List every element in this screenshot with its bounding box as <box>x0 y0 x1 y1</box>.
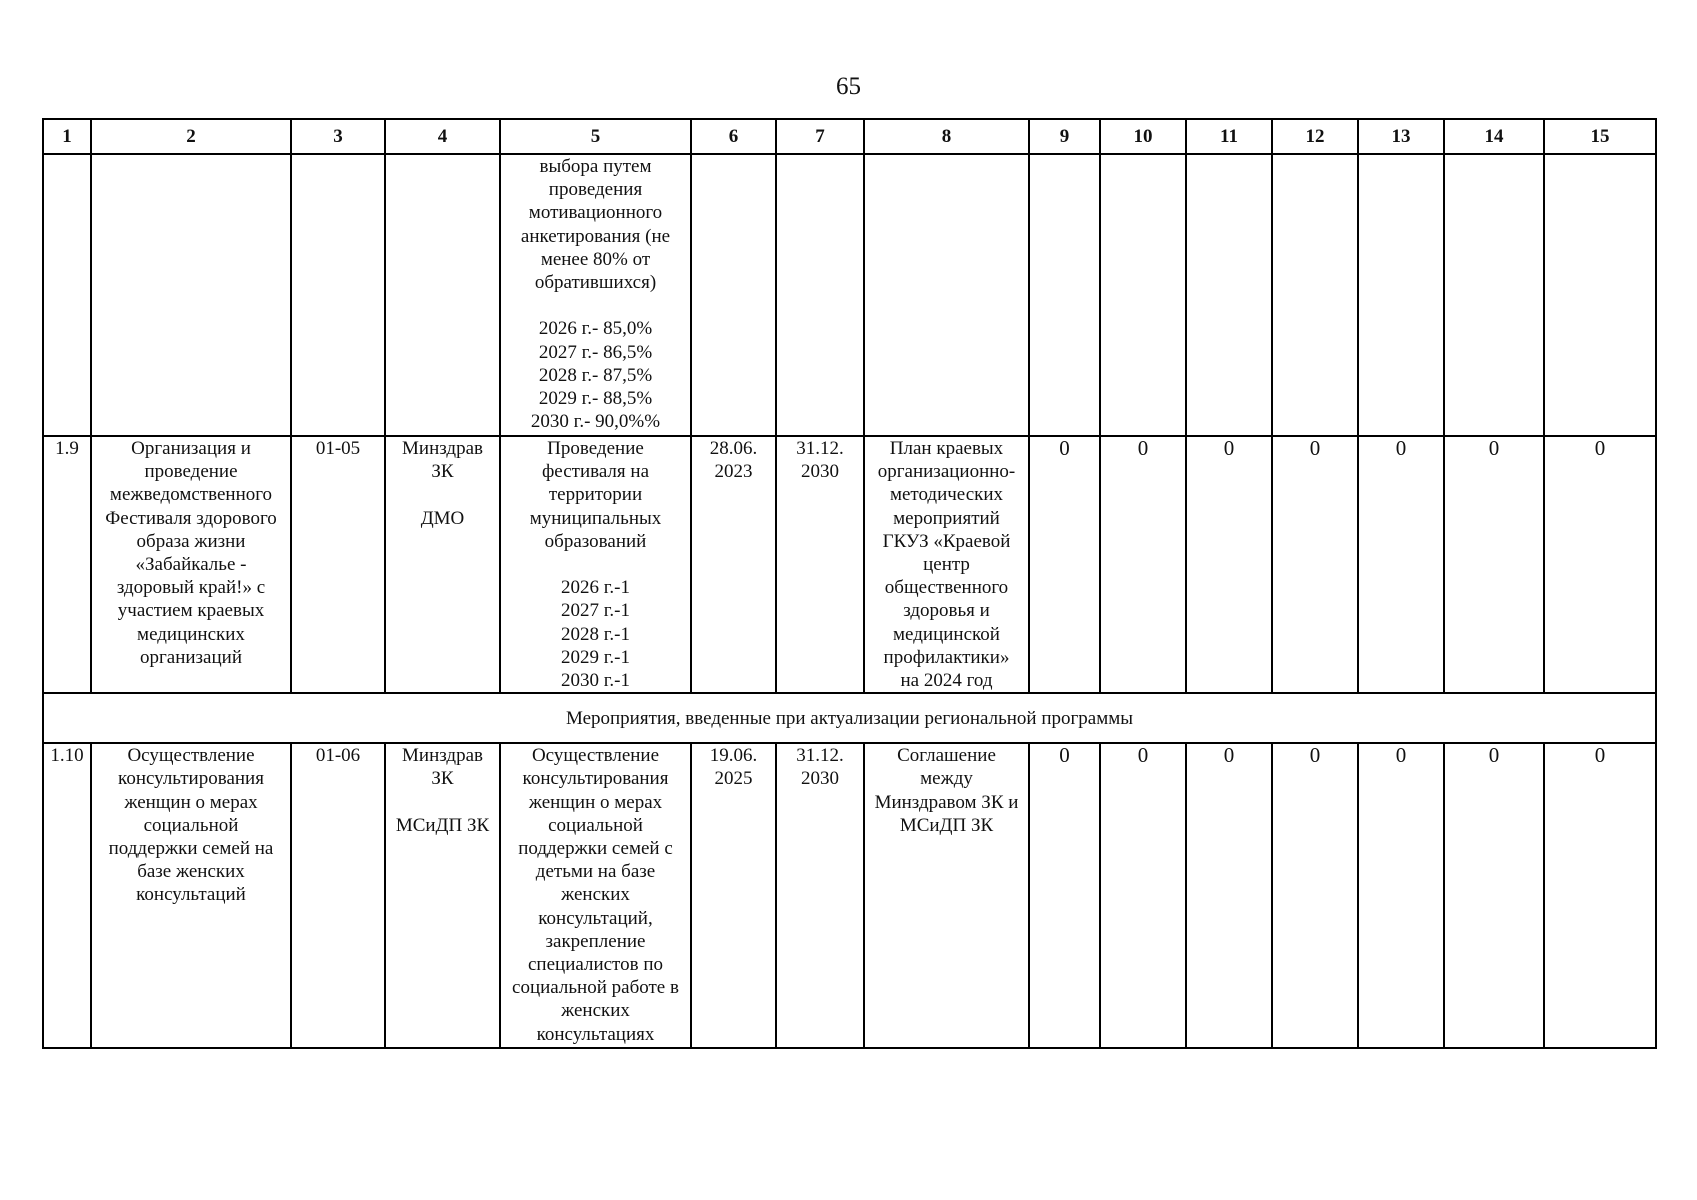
table-cell <box>1444 154 1544 436</box>
header-col-14: 14 <box>1444 119 1544 154</box>
measure-code: 01-05 <box>291 436 385 693</box>
header-col-13: 13 <box>1358 119 1444 154</box>
header-col-2: 2 <box>91 119 291 154</box>
funding-value: 0 <box>1544 743 1656 1048</box>
basis-document: План краевых организационно- методических мероприятий ГКУЗ «Краевой центр общественного здоровья и медицинской профилактики» на 2024 год <box>864 436 1029 693</box>
page-number: 65 <box>836 73 861 100</box>
table-cell <box>864 154 1029 436</box>
funding-value: 0 <box>1272 436 1358 693</box>
table-cell <box>1029 154 1100 436</box>
table-row-1-10 <box>43 743 1656 1048</box>
header-col-7: 7 <box>776 119 864 154</box>
funding-value: 0 <box>1444 743 1544 1048</box>
funding-value: 0 <box>1186 743 1272 1048</box>
header-col-12: 12 <box>1272 119 1358 154</box>
table-cell <box>776 154 864 436</box>
table-cell <box>500 154 691 436</box>
responsible: Минздрав ЗК МСиДП ЗК <box>385 743 500 1048</box>
result-indicator: Проведение фестиваля на территории муниципальных образований 2026 г.-1 2027 г.-1 2028 г.-1 2029 г.-1 2030 г.-1 <box>500 436 691 693</box>
start-date: 28.06. 2023 <box>691 436 776 693</box>
table-cell <box>385 154 500 436</box>
header-col-6: 6 <box>691 119 776 154</box>
row-number: 1.10 <box>43 743 91 1048</box>
header-col-11: 11 <box>1186 119 1272 154</box>
table-cell <box>1272 154 1358 436</box>
row-number: 1.9 <box>43 436 91 693</box>
funding-value: 0 <box>1358 743 1444 1048</box>
table-row-continuation <box>43 154 1656 436</box>
table-cell <box>691 154 776 436</box>
header-col-8: 8 <box>864 119 1029 154</box>
measures-table <box>42 118 1657 1049</box>
header-col-9: 9 <box>1029 119 1100 154</box>
table-cell <box>291 154 385 436</box>
table-cell <box>91 154 291 436</box>
end-date: 31.12. 2030 <box>776 743 864 1048</box>
section-heading-row <box>43 693 1656 743</box>
funding-value: 0 <box>1100 743 1186 1048</box>
table-cell <box>43 154 91 436</box>
section-heading: Мероприятия, введенные при актуализации региональной программы <box>43 693 1656 743</box>
funding-value: 0 <box>1029 743 1100 1048</box>
table-cell <box>1358 154 1444 436</box>
table-cell <box>1544 154 1656 436</box>
result-indicator: Осуществление консультирования женщин о мерах социальной поддержки семей с детьми на базе женских консультаций, закрепление специалистов по социальной работе в женских консультациях <box>500 743 691 1048</box>
end-date: 31.12. 2030 <box>776 436 864 693</box>
start-date: 19.06. 2025 <box>691 743 776 1048</box>
responsible: Минздрав ЗК ДМО <box>385 436 500 693</box>
continuation-indicator-text: выбора путем проведения мотивационного анкетирования (не менее 80% от обратившихся) 2026 г.- 85,0% 2027 г.- 86,5% 2028 г.- 87,5% 2029 г.- 88,5% 2030 г.- 90,0%% <box>520 156 671 433</box>
measure-code: 01-06 <box>291 743 385 1048</box>
header-col-4: 4 <box>385 119 500 154</box>
basis-document: Соглашение между Минздравом ЗК и МСиДП ЗК <box>864 743 1029 1048</box>
header-row <box>43 119 1656 154</box>
funding-value: 0 <box>1186 436 1272 693</box>
funding-value: 0 <box>1029 436 1100 693</box>
table-cell <box>1186 154 1272 436</box>
header-col-10: 10 <box>1100 119 1186 154</box>
header-col-3: 3 <box>291 119 385 154</box>
funding-value: 0 <box>1444 436 1544 693</box>
funding-value: 0 <box>1100 436 1186 693</box>
measure-name: Организация и проведение межведомственного Фестиваля здорового образа жизни «Забайкалье - здоровый край!» с участием краевых медицинских организаций <box>91 436 291 693</box>
header-col-15: 15 <box>1544 119 1656 154</box>
funding-value: 0 <box>1272 743 1358 1048</box>
funding-value: 0 <box>1358 436 1444 693</box>
table-cell <box>1100 154 1186 436</box>
funding-value: 0 <box>1544 436 1656 693</box>
header-col-1: 1 <box>43 119 91 154</box>
measure-name: Осуществление консультирования женщин о мерах социальной поддержки семей на базе женских консультаций <box>91 743 291 1048</box>
table-row-1-9 <box>43 436 1656 693</box>
header-col-5: 5 <box>500 119 691 154</box>
